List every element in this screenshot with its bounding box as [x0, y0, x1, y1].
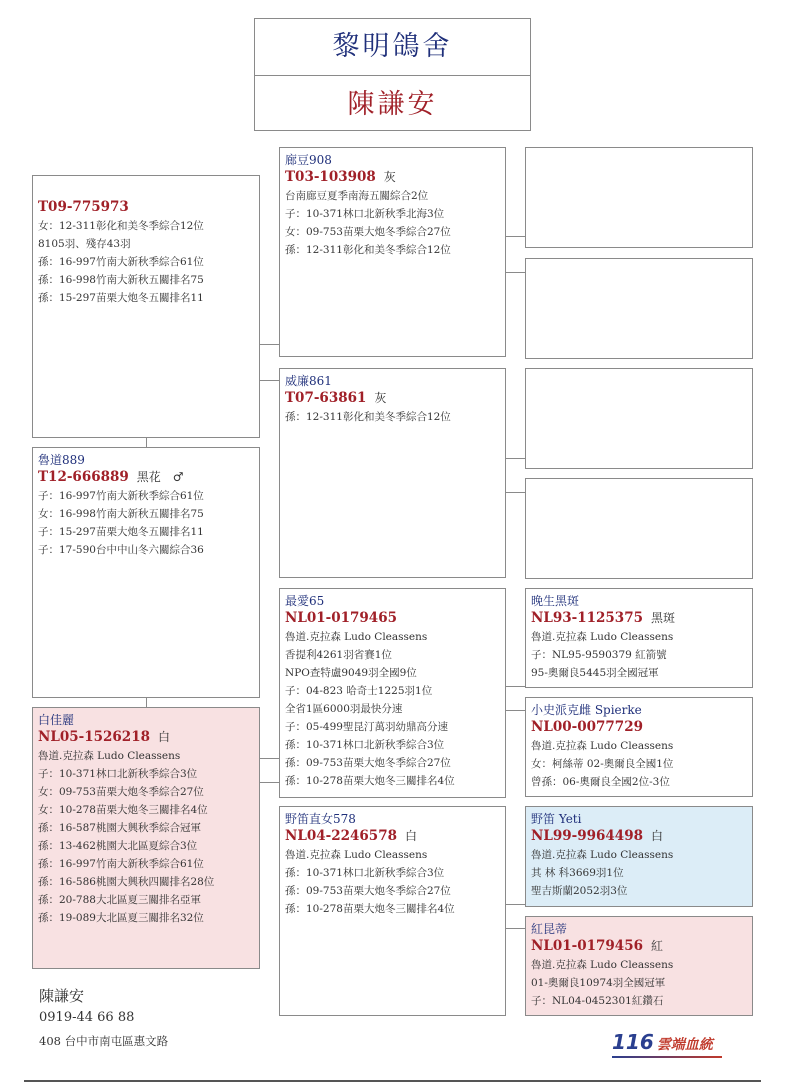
- connector: [505, 928, 525, 929]
- dam-line: 女：09-753苗栗大炮冬季綜合27位: [38, 786, 204, 798]
- ds-line: 子：05-499聖昆汀萬羽幼鼎高分速: [285, 721, 448, 733]
- ss-color: 灰: [383, 170, 396, 184]
- ds-line: 魯道.克拉森 Ludo Cleassens: [285, 631, 428, 643]
- subject-ring: T12-666889 黑花 ♂: [38, 469, 184, 485]
- dam-line: 孫：16-997竹南大新秋季綜合61位: [38, 858, 204, 870]
- dam-line: 孫：19-089大北區夏三關排名32位: [38, 912, 204, 924]
- logo-underline: [612, 1056, 722, 1058]
- dam-line: 孫：16-586桃園大興秋四關排名28位: [38, 876, 215, 888]
- dds-ring: NL99-9964498 白: [531, 828, 663, 844]
- dam-line: 孫：13-462桃園大北區夏綜合3位: [38, 840, 198, 852]
- ddd-card: [525, 916, 753, 1016]
- connector: [505, 458, 525, 459]
- dds-line: 魯道.克拉森 Ludo Cleassens: [531, 849, 674, 861]
- connector: [259, 380, 279, 381]
- dam-sire-card: [279, 588, 506, 798]
- contact-phone: 0919-44 66 88: [39, 1010, 135, 1025]
- dam-line: 孫：20-788大北區夏三關排名亞軍: [38, 894, 201, 906]
- dam-line: 女：10-278苗栗大炮冬三關排名4位: [38, 804, 208, 816]
- sire-line: 8105羽、殘存43羽: [38, 238, 131, 250]
- sire-sire-card: [279, 147, 506, 357]
- ds-ring: NL01-0179465: [285, 610, 397, 626]
- connector: [505, 236, 525, 237]
- dsd-line: 女：柯絲蒂 02-奧爾良全國1位: [531, 758, 674, 770]
- empty-ancestor-card: [525, 478, 753, 579]
- dss-ring: NL93-1125375 黑斑: [531, 610, 675, 626]
- bottom-divider: [24, 1080, 761, 1082]
- dam-card: [32, 707, 260, 969]
- sire-ring: T09-775973: [38, 199, 129, 215]
- ds-line: 全省1區6000羽最快分速: [285, 703, 403, 715]
- subject-color: 黑花 ♂: [136, 470, 184, 484]
- subject-card: [32, 447, 260, 698]
- dd-line: 孫：10-278苗栗大炮冬三關排名4位: [285, 903, 455, 915]
- dam-line: 子：10-371林口北新秋季綜合3位: [38, 768, 198, 780]
- dd-name: 野笛直女578: [285, 812, 356, 826]
- empty-ancestor-card: [525, 258, 753, 359]
- dd-line: 孫：09-753苗栗大炮冬季綜合27位: [285, 885, 451, 897]
- ss-ring: T03-103908 灰: [285, 169, 396, 185]
- connector: [146, 697, 147, 707]
- owner-name-title: 陳謙安: [347, 89, 438, 120]
- sd-ring: T07-63861 灰: [285, 390, 387, 406]
- sd-line: 孫：12-311彰化和美冬季綜合12位: [285, 411, 451, 423]
- connector: [259, 344, 279, 345]
- dsd-name: 小史派克雌 Spierke: [531, 703, 642, 717]
- subject-line: 子：16-997竹南大新秋季綜合61位: [38, 490, 204, 502]
- dds-line: 聖吉斯蘭2052羽3位: [531, 885, 628, 897]
- ds-line: NPO查特盧9049羽全國9位: [285, 667, 417, 679]
- sire-line: 孫：16-998竹南大新秋五關排名75: [38, 274, 204, 286]
- contact-address: 408 台中市南屯區惠文路: [39, 1034, 169, 1048]
- ddd-line: 子：NL04-0452301紅鑽石: [531, 995, 664, 1007]
- ss-line: 台南廊豆夏季南海五關綜合2位: [285, 190, 429, 202]
- logo-number: 116: [612, 1030, 654, 1054]
- sd-name: 威廉861: [285, 374, 332, 388]
- ds-line: 孫：10-371林口北新秋季綜合3位: [285, 739, 445, 751]
- logo-text: 雲端血統: [656, 1037, 713, 1053]
- dss-line: 子：NL95-9590379 紅箭號: [531, 649, 667, 661]
- ddd-line: 魯道.克拉森 Ludo Cleassens: [531, 959, 674, 971]
- connector: [505, 272, 525, 273]
- empty-ancestor-card: [525, 368, 753, 469]
- ss-line: 子：10-371林口北新秋季北海3位: [285, 208, 445, 220]
- connector: [505, 904, 525, 905]
- dd-color: 白: [404, 829, 417, 843]
- connector: [505, 710, 525, 711]
- ss-line: 孫：12-311彰化和美冬季綜合12位: [285, 244, 451, 256]
- subject-line: 子：17-590台中中山冬六關綜合36: [38, 544, 204, 556]
- ds-name: 最愛65: [285, 594, 325, 608]
- ddd-color: 紅: [650, 939, 663, 953]
- ddd-line: 01-奧爾良10974羽全國冠軍: [531, 977, 666, 989]
- ds-line: 香提利4261羽省賽1位: [285, 649, 392, 661]
- dd-line: 孫：10-371林口北新秋季綜合3位: [285, 867, 445, 879]
- dss-color: 黑斑: [650, 611, 675, 625]
- subject-line: 女：16-998竹南大新秋五關排名75: [38, 508, 204, 520]
- dds-name: 野笛 Yeti: [531, 812, 582, 826]
- pedigree-title-box: [254, 18, 531, 131]
- dam-line: 孫：16-587桃園大興秋季綜合冠軍: [38, 822, 201, 834]
- dss-name: 晚生黑斑: [531, 594, 580, 608]
- sire-card: [32, 175, 260, 438]
- ss-line: 女：09-753苗栗大炮冬季綜合27位: [285, 226, 451, 238]
- dam-name: 白佳麗: [38, 713, 75, 727]
- dd-line: 魯道.克拉森 Ludo Cleassens: [285, 849, 428, 861]
- subject-name: 魯道889: [38, 453, 85, 467]
- connector: [505, 686, 525, 687]
- dss-line: 魯道.克拉森 Ludo Cleassens: [531, 631, 674, 643]
- dss-card: [525, 588, 753, 688]
- loft-name: 黎明鴿舍: [255, 19, 530, 76]
- dam-line: 魯道.克拉森 Ludo Cleassens: [38, 750, 181, 762]
- ds-line: 子：04-823 哈奇士1225羽1位: [285, 685, 433, 697]
- connector: [505, 492, 525, 493]
- empty-ancestor-card: [525, 147, 753, 248]
- subject-line: 子：15-297苗栗大炮冬五關排名11: [38, 526, 204, 538]
- sd-color: 灰: [374, 391, 387, 405]
- connector: [259, 782, 279, 783]
- dsd-line: 魯道.克拉森 Ludo Cleassens: [531, 740, 674, 752]
- dss-line: 95-奧爾良5445羽全國冠軍: [531, 667, 659, 679]
- connector: [259, 758, 279, 759]
- dsd-ring: NL00-0077729: [531, 719, 643, 735]
- dsd-line: 曾孫：06-奧爾良全國2位-3位: [531, 776, 670, 788]
- ddd-name: 紅昆蒂: [531, 922, 568, 936]
- sire-line: 孫：15-297苗栗大炮冬五關排名11: [38, 292, 204, 304]
- ds-line: 孫：09-753苗栗大炮冬季綜合27位: [285, 757, 451, 769]
- dds-line: 其 林 科3669羽1位: [531, 867, 624, 879]
- contact-name: 陳謙安: [39, 987, 85, 1005]
- dam-ring: NL05-1526218 白: [38, 729, 170, 745]
- ss-name: 廊豆908: [285, 153, 332, 167]
- sire-line: 女：12-311彰化和美冬季綜合12位: [38, 220, 204, 232]
- dd-ring: NL04-2246578 白: [285, 828, 417, 844]
- dds-card: [525, 806, 753, 907]
- brand-logo: [612, 1030, 713, 1054]
- ds-line: 孫：10-278苗栗大炮冬三關排名4位: [285, 775, 455, 787]
- ddd-ring: NL01-0179456 紅: [531, 938, 663, 954]
- dsd-card: [525, 697, 753, 797]
- dds-color: 白: [650, 829, 663, 843]
- dam-color: 白: [157, 730, 170, 744]
- sire-dam-card: [279, 368, 506, 578]
- dam-dam-card: [279, 806, 506, 1016]
- sire-line: 孫：16-997竹南大新秋季綜合61位: [38, 256, 204, 268]
- connector: [146, 437, 147, 447]
